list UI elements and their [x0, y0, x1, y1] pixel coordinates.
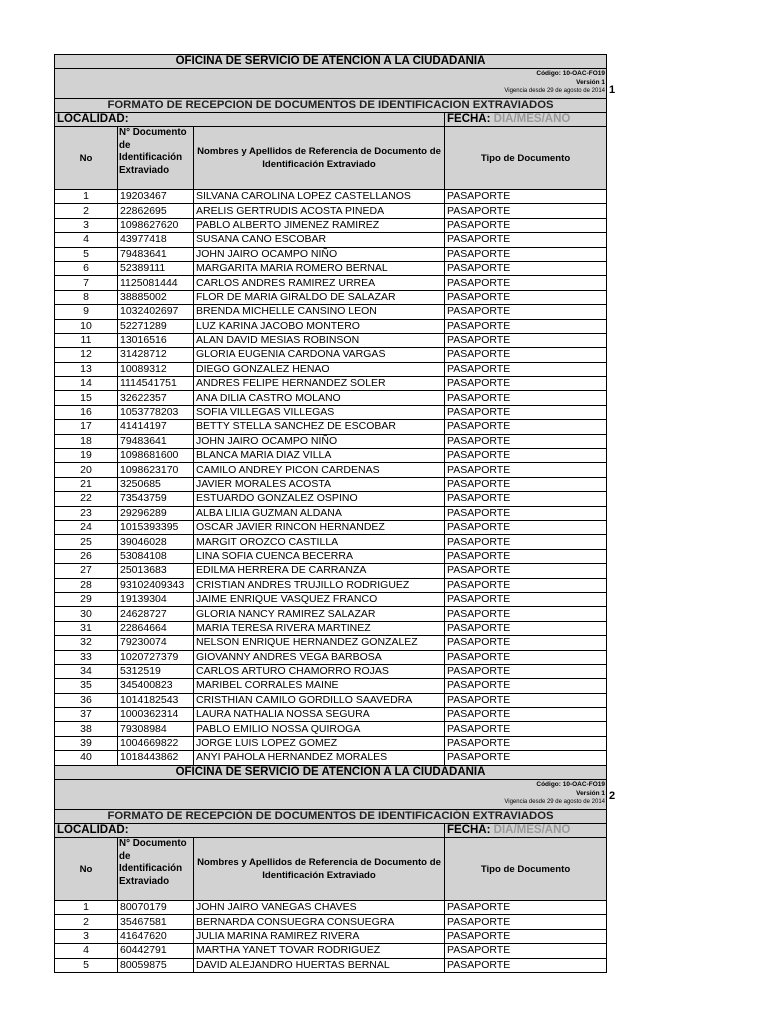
document-type: PASAPORTE: [445, 736, 607, 750]
person-name: CARLOS ARTURO CHAMORRO ROJAS: [194, 664, 445, 678]
document-type: PASAPORTE: [445, 247, 607, 261]
row-number: 11: [55, 333, 118, 347]
document-type: PASAPORTE: [445, 650, 607, 664]
format-title: FORMATO DE RECEPCIÓN DE DOCUMENTOS DE IDENTIFICACIÓN EXTRAVIADOS: [55, 810, 607, 824]
column-header-doc-number: N° Documento de Identificación Extraviado: [118, 838, 194, 901]
document-number: 80070179: [118, 901, 194, 915]
table-row: [55, 247, 607, 261]
table-row: [55, 405, 607, 419]
row-number: 5: [55, 247, 118, 261]
column-header-no: No: [55, 127, 118, 190]
document-number: 35467581: [118, 915, 194, 929]
document-number: 32622357: [118, 391, 194, 405]
person-name: PABLO ALBERTO JIMENEZ RAMIREZ: [194, 218, 445, 232]
document-number: 1125081444: [118, 276, 194, 290]
table-row: [55, 549, 607, 563]
row-number: 15: [55, 391, 118, 405]
document-type: PASAPORTE: [445, 190, 607, 204]
row-number: 34: [55, 664, 118, 678]
document-number: 25013683: [118, 564, 194, 578]
document-number: 5312519: [118, 664, 194, 678]
form-version: Versión 1: [576, 790, 605, 797]
document-number: 1000362314: [118, 708, 194, 722]
table-row: [55, 636, 607, 650]
person-name: JORGE LUIS LOPEZ GOMEZ: [194, 736, 445, 750]
table-row: [55, 506, 607, 520]
document-type: PASAPORTE: [445, 751, 607, 765]
row-number: 3: [55, 218, 118, 232]
localidad-label: LOCALIDAD:: [55, 824, 445, 838]
reception-form-table: [54, 765, 607, 973]
row-number: 8: [55, 290, 118, 304]
row-number: 32: [55, 636, 118, 650]
person-name: MARGIT OROZCO CASTILLA: [194, 535, 445, 549]
row-number: 31: [55, 621, 118, 635]
form-vigencia: Vigencia desde 29 de agosto de 2014: [504, 88, 605, 94]
table-row: [55, 477, 607, 491]
person-name: ALAN DAVID MESIAS ROBINSON: [194, 333, 445, 347]
document-control-info: [55, 780, 607, 810]
document-type: PASAPORTE: [445, 929, 607, 943]
person-name: ANDRES FELIPE HERNANDEZ SOLER: [194, 377, 445, 391]
document-type: PASAPORTE: [445, 348, 607, 362]
person-name: EDILMA HERRERA DE CARRANZA: [194, 564, 445, 578]
form-page-2: [54, 765, 606, 973]
column-header-type: Tipo de Documento: [445, 838, 607, 901]
table-row: [55, 520, 607, 534]
row-number: 35: [55, 679, 118, 693]
document-type: PASAPORTE: [445, 592, 607, 606]
column-header-type: Tipo de Documento: [445, 127, 607, 190]
person-name: ALBA LILIA GUZMAN ALDANA: [194, 506, 445, 520]
document-number: 79308984: [118, 722, 194, 736]
document-number: 13016516: [118, 333, 194, 347]
person-name: ESTUARDO GONZALEZ OSPINO: [194, 492, 445, 506]
row-number: 27: [55, 564, 118, 578]
person-name: GLORIA EUGENIA CARDONA VARGAS: [194, 348, 445, 362]
person-name: NELSON ENRIQUE HERNANDEZ GONZALEZ: [194, 636, 445, 650]
person-name: GIOVANNY ANDRES VEGA BARBOSA: [194, 650, 445, 664]
column-header-no: No: [55, 838, 118, 901]
table-row: [55, 449, 607, 463]
document-number: 31428712: [118, 348, 194, 362]
table-row: [55, 233, 607, 247]
document-type: PASAPORTE: [445, 449, 607, 463]
document-number: 60442791: [118, 944, 194, 958]
document-type: PASAPORTE: [445, 463, 607, 477]
document-type: PASAPORTE: [445, 578, 607, 592]
page-number: 2: [609, 790, 616, 802]
document-number: 39046028: [118, 535, 194, 549]
row-number: 21: [55, 477, 118, 491]
row-number: 12: [55, 348, 118, 362]
row-number: 40: [55, 751, 118, 765]
document-control-info: [55, 69, 607, 99]
row-number: 17: [55, 420, 118, 434]
row-number: 23: [55, 506, 118, 520]
office-title: OFICINA DE SERVICIO DE ATENCION A LA CIUDADANIA: [55, 55, 607, 69]
row-number: 2: [55, 915, 118, 929]
table-row: [55, 492, 607, 506]
row-number: 36: [55, 693, 118, 707]
table-row: [55, 333, 607, 347]
document-type: PASAPORTE: [445, 492, 607, 506]
person-name: GLORIA NANCY RAMIREZ SALAZAR: [194, 607, 445, 621]
page-number: 1: [609, 84, 616, 96]
localidad-label: LOCALIDAD:: [55, 113, 445, 127]
document-type: PASAPORTE: [445, 506, 607, 520]
document-type: PASAPORTE: [445, 958, 607, 972]
document-number: 73543759: [118, 492, 194, 506]
person-name: MARTHA YANET TOVAR RODRIGUEZ: [194, 944, 445, 958]
document-type: PASAPORTE: [445, 261, 607, 275]
table-row: [55, 592, 607, 606]
form-version: Versión 1: [576, 79, 605, 86]
table-row: [55, 290, 607, 304]
column-header-doc-number: N° Documento de Identificación Extraviado: [118, 127, 194, 190]
person-name: CRISTIAN ANDRES TRUJILLO RODRIGUEZ: [194, 578, 445, 592]
table-row: [55, 722, 607, 736]
document-type: PASAPORTE: [445, 218, 607, 232]
document-type: PASAPORTE: [445, 535, 607, 549]
table-row: [55, 377, 607, 391]
person-name: BERNARDA CONSUEGRA CONSUEGRA: [194, 915, 445, 929]
person-name: BLANCA MARIA DIAZ VILLA: [194, 449, 445, 463]
document-number: 52271289: [118, 319, 194, 333]
document-number: 19203467: [118, 190, 194, 204]
fecha-label: FECHA:: [447, 824, 491, 836]
document-number: 22862695: [118, 204, 194, 218]
person-name: SILVANA CAROLINA LOPEZ CASTELLANOS: [194, 190, 445, 204]
document-type: PASAPORTE: [445, 915, 607, 929]
row-number: 9: [55, 305, 118, 319]
row-number: 1: [55, 190, 118, 204]
document-number: 10089312: [118, 362, 194, 376]
row-number: 30: [55, 607, 118, 621]
document-number: 19139304: [118, 592, 194, 606]
document-number: 1020727379: [118, 650, 194, 664]
person-name: ANYI PAHOLA HERNANDEZ MORALES: [194, 751, 445, 765]
document-number: 3250685: [118, 477, 194, 491]
document-number: 1014182543: [118, 693, 194, 707]
row-number: 1: [55, 901, 118, 915]
table-row: [55, 751, 607, 765]
table-row: [55, 276, 607, 290]
document-number: 79230074: [118, 636, 194, 650]
table-row: [55, 679, 607, 693]
form-page-1: [54, 54, 606, 766]
document-number: 1018443862: [118, 751, 194, 765]
document-type: PASAPORTE: [445, 607, 607, 621]
row-number: 29: [55, 592, 118, 606]
person-name: LINA SOFIA CUENCA BECERRA: [194, 549, 445, 563]
document-type: PASAPORTE: [445, 362, 607, 376]
document-type: PASAPORTE: [445, 333, 607, 347]
row-number: 5: [55, 958, 118, 972]
table-row: [55, 693, 607, 707]
table-row: [55, 944, 607, 958]
document-number: 80059875: [118, 958, 194, 972]
person-name: ANA DILIA CASTRO MOLANO: [194, 391, 445, 405]
document-number: 79483641: [118, 247, 194, 261]
document-number: 53084108: [118, 549, 194, 563]
document-type: PASAPORTE: [445, 636, 607, 650]
table-row: [55, 463, 607, 477]
person-name: JAVIER MORALES ACOSTA: [194, 477, 445, 491]
table-row: [55, 420, 607, 434]
person-name: BRENDA MICHELLE CANSINO LEON: [194, 305, 445, 319]
person-name: JOHN JAIRO VANEGAS CHAVES: [194, 901, 445, 915]
document-type: PASAPORTE: [445, 722, 607, 736]
document-type: PASAPORTE: [445, 290, 607, 304]
row-number: 4: [55, 233, 118, 247]
document-number: 345400823: [118, 679, 194, 693]
document-number: 52389111: [118, 261, 194, 275]
fecha-value: DIA/MES/AÑO: [493, 824, 571, 836]
row-number: 3: [55, 929, 118, 943]
table-row: [55, 218, 607, 232]
person-name: OSCAR JAVIER RINCON HERNANDEZ: [194, 520, 445, 534]
row-number: 39: [55, 736, 118, 750]
table-row: [55, 915, 607, 929]
table-row: [55, 362, 607, 376]
table-row: [55, 434, 607, 448]
document-number: 41414197: [118, 420, 194, 434]
person-name: SUSANA CANO ESCOBAR: [194, 233, 445, 247]
fecha-label: FECHA:: [447, 113, 491, 125]
person-name: PABLO EMILIO NOSSA QUIROGA: [194, 722, 445, 736]
document-number: 1114541751: [118, 377, 194, 391]
table-row: [55, 535, 607, 549]
table-row: [55, 204, 607, 218]
row-number: 33: [55, 650, 118, 664]
row-number: 14: [55, 377, 118, 391]
document-number: 22864664: [118, 621, 194, 635]
table-row: [55, 564, 607, 578]
document-type: PASAPORTE: [445, 319, 607, 333]
document-type: PASAPORTE: [445, 708, 607, 722]
person-name: JAIME ENRIQUE VASQUEZ FRANCO: [194, 592, 445, 606]
document-type: PASAPORTE: [445, 276, 607, 290]
table-row: [55, 190, 607, 204]
document-type: PASAPORTE: [445, 305, 607, 319]
person-name: CRISTHIAN CAMILO GORDILLO SAAVEDRA: [194, 693, 445, 707]
document-number: 24628727: [118, 607, 194, 621]
table-row: [55, 736, 607, 750]
form-code: Código: 10-OAC-FO19: [536, 70, 605, 77]
row-number: 6: [55, 261, 118, 275]
document-number: 1098623170: [118, 463, 194, 477]
document-type: PASAPORTE: [445, 233, 607, 247]
table-row: [55, 319, 607, 333]
document-number: 29296289: [118, 506, 194, 520]
table-row: [55, 391, 607, 405]
person-name: JOHN JAIRO OCAMPO NIÑO: [194, 247, 445, 261]
form-vigencia: Vigencia desde 29 de agosto de 2014: [504, 799, 605, 805]
document-type: PASAPORTE: [445, 901, 607, 915]
row-number: 28: [55, 578, 118, 592]
person-name: LUZ KARINA JACOBO MONTERO: [194, 319, 445, 333]
document-type: PASAPORTE: [445, 944, 607, 958]
document-type: PASAPORTE: [445, 405, 607, 419]
document-number: 41647620: [118, 929, 194, 943]
document-number: 1098681600: [118, 449, 194, 463]
document-type: PASAPORTE: [445, 391, 607, 405]
document-type: PASAPORTE: [445, 679, 607, 693]
document-type: PASAPORTE: [445, 204, 607, 218]
table-row: [55, 929, 607, 943]
table-row: [55, 664, 607, 678]
fecha-value: DIA/MES/AÑO: [493, 113, 571, 125]
table-row: [55, 621, 607, 635]
row-number: 10: [55, 319, 118, 333]
row-number: 18: [55, 434, 118, 448]
document-type: PASAPORTE: [445, 621, 607, 635]
row-number: 16: [55, 405, 118, 419]
table-row: [55, 958, 607, 972]
row-number: 25: [55, 535, 118, 549]
document-number: 1053778203: [118, 405, 194, 419]
table-row: [55, 261, 607, 275]
document-number: 93102409343: [118, 578, 194, 592]
row-number: 26: [55, 549, 118, 563]
row-number: 24: [55, 520, 118, 534]
document-number: 43977418: [118, 233, 194, 247]
person-name: SOFIA VILLEGAS VILLEGAS: [194, 405, 445, 419]
row-number: 37: [55, 708, 118, 722]
document-type: PASAPORTE: [445, 564, 607, 578]
person-name: CAMILO ANDREY PICON CARDENAS: [194, 463, 445, 477]
table-row: [55, 305, 607, 319]
document-number: 38885002: [118, 290, 194, 304]
table-row: [55, 578, 607, 592]
column-header-names: Nombres y Apellidos de Referencia de Documento de Identificación Extraviado: [194, 127, 445, 190]
table-row: [55, 650, 607, 664]
document-type: PASAPORTE: [445, 377, 607, 391]
row-number: 7: [55, 276, 118, 290]
document-number: 1032402697: [118, 305, 194, 319]
document-type: PASAPORTE: [445, 434, 607, 448]
row-number: 19: [55, 449, 118, 463]
row-number: 4: [55, 944, 118, 958]
document-number: 79483641: [118, 434, 194, 448]
table-row: [55, 348, 607, 362]
document-number: 1098627620: [118, 218, 194, 232]
document-type: PASAPORTE: [445, 664, 607, 678]
person-name: FLOR DE MARIA GIRALDO DE SALAZAR: [194, 290, 445, 304]
format-title: FORMATO DE RECEPCION DE DOCUMENTOS DE IDENTIFICACION EXTRAVIADOS: [55, 99, 607, 113]
document-type: PASAPORTE: [445, 420, 607, 434]
document-type: PASAPORTE: [445, 477, 607, 491]
column-header-names: Nombres y Apellidos de Referencia de Documento de Identificación Extraviado: [194, 838, 445, 901]
form-code: Código: 10-OAC-FO19: [536, 781, 605, 788]
person-name: ARELIS GERTRUDIS ACOSTA PINEDA: [194, 204, 445, 218]
office-title: OFICINA DE SERVICIO DE ATENCION A LA CIUDADANIA: [55, 766, 607, 780]
person-name: MARIA TERESA RIVERA MARTINEZ: [194, 621, 445, 635]
table-row: [55, 901, 607, 915]
person-name: DIEGO GONZALEZ HENAO: [194, 362, 445, 376]
person-name: JOHN JAIRO OCAMPO NIÑO: [194, 434, 445, 448]
row-number: 20: [55, 463, 118, 477]
person-name: JULIA MARINA RAMIREZ RIVERA: [194, 929, 445, 943]
person-name: MARGARITA MARIA ROMERO BERNAL: [194, 261, 445, 275]
person-name: DAVID ALEJANDRO HUERTAS BERNAL: [194, 958, 445, 972]
row-number: 2: [55, 204, 118, 218]
person-name: MARIBEL CORRALES MAINE: [194, 679, 445, 693]
document-type: PASAPORTE: [445, 549, 607, 563]
person-name: CARLOS ANDRES RAMIREZ URREA: [194, 276, 445, 290]
table-row: [55, 708, 607, 722]
row-number: 38: [55, 722, 118, 736]
table-row: [55, 607, 607, 621]
document-number: 1015393395: [118, 520, 194, 534]
row-number: 13: [55, 362, 118, 376]
document-type: PASAPORTE: [445, 520, 607, 534]
person-name: LAURA NATHALIA NOSSA SEGURA: [194, 708, 445, 722]
fecha-field: [445, 824, 607, 838]
document-type: PASAPORTE: [445, 693, 607, 707]
row-number: 22: [55, 492, 118, 506]
person-name: BETTY STELLA SANCHEZ DE ESCOBAR: [194, 420, 445, 434]
fecha-field: [445, 113, 607, 127]
document-number: 1004669822: [118, 736, 194, 750]
reception-form-table: [54, 54, 607, 766]
